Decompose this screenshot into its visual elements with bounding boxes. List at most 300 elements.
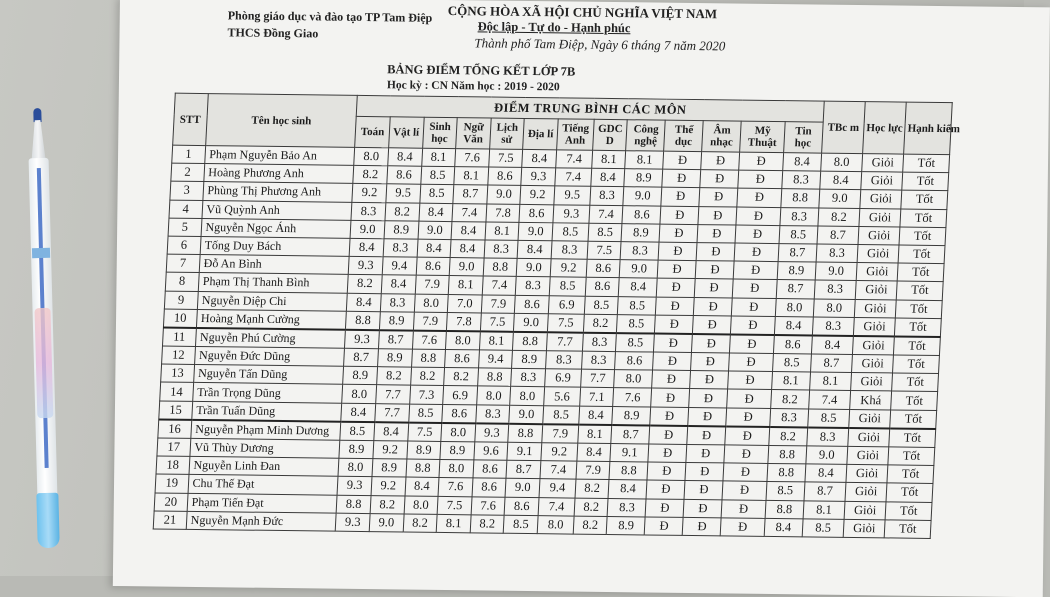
grade-cell: Tốt <box>891 391 938 410</box>
grade-cell: 8.8 <box>767 464 806 483</box>
grade-cell: 9.4 <box>478 350 513 369</box>
grade-cell: 8.1 <box>421 148 456 167</box>
grade-cell: 7.6 <box>412 330 447 349</box>
grade-cell: 8.3 <box>546 351 583 370</box>
grade-cell: 7.7 <box>375 403 410 422</box>
grade-cell: 8.7 <box>778 244 817 263</box>
report-date: Thành phố Tam Điệp, Ngày 6 tháng 7 năm 2020 <box>474 35 726 54</box>
grade-cell: Đ <box>657 278 696 297</box>
grade-cell: Tốt <box>901 190 948 209</box>
grade-cell: 9.5 <box>554 186 591 205</box>
grade-cell: 8.6 <box>387 166 422 185</box>
grade-cell: 8.1 <box>771 372 810 391</box>
grade-cell: 8.4 <box>608 480 647 499</box>
grade-cell: 8.9 <box>343 367 378 386</box>
grade-cell: Đ <box>698 206 737 225</box>
grade-cell: Giỏi <box>852 355 894 374</box>
header-stt: STT <box>173 93 208 145</box>
grade-cell: 8.3 <box>780 207 819 226</box>
student-name: Nguyễn Đức Dũng <box>194 347 345 367</box>
grade-cell: 9.3 <box>475 423 510 442</box>
student-name: Phùng Thị Phương Anh <box>202 182 353 202</box>
grade-cell: 8.4 <box>341 403 376 422</box>
grade-cell: 7.6 <box>455 149 490 168</box>
grade-cell: Giỏi <box>851 373 893 392</box>
student-number: 2 <box>171 163 204 182</box>
grade-cell: Đ <box>659 224 698 243</box>
grade-cell: 8.4 <box>820 171 862 190</box>
grade-cell: 8.3 <box>608 498 647 517</box>
grade-cell: Giỏi <box>853 317 895 336</box>
grade-cell: 8.3 <box>511 369 546 388</box>
grade-cell: 8.2 <box>573 516 608 535</box>
grade-cell: 7.4 <box>555 168 592 187</box>
header-conduct: Hạnh kiểm <box>904 102 952 155</box>
grade-cell: Đ <box>731 316 775 335</box>
grade-cell: 7.6 <box>613 388 652 407</box>
grade-cell: 7.5 <box>587 241 622 260</box>
grade-cell: 8.8 <box>781 189 820 208</box>
student-number: 18 <box>156 456 189 475</box>
grade-cell: 9.0 <box>449 258 484 277</box>
grade-cell: 7.0 <box>448 294 483 313</box>
grade-cell: 8.5 <box>779 225 818 244</box>
grade-cell: Giỏi <box>860 190 902 209</box>
header-subject: Tin học <box>783 122 823 153</box>
grade-cell: Đ <box>734 243 778 262</box>
grade-cell: Đ <box>696 243 735 262</box>
grade-cell: Đ <box>687 426 726 445</box>
grade-cell: 7.5 <box>480 313 515 332</box>
grade-cell: 9.2 <box>352 184 387 203</box>
grade-cell: 8.9 <box>384 221 419 240</box>
grade-cell: 8.5 <box>408 404 443 423</box>
student-number: 6 <box>167 236 200 255</box>
grade-cell: 7.8 <box>486 204 521 223</box>
grade-cell: Tốt <box>887 465 934 484</box>
grade-cell: 5.6 <box>544 387 581 406</box>
grade-cell: Đ <box>655 315 694 334</box>
grade-cell: Giỏi <box>843 519 885 538</box>
grade-cell: 7.7 <box>546 332 583 351</box>
grade-cell: 9.0 <box>509 405 544 424</box>
grade-cell: Tốt <box>896 300 943 319</box>
grade-cell: 7.8 <box>447 312 482 331</box>
grade-cell: Đ <box>648 444 687 463</box>
grade-cell: 8.8 <box>477 368 512 387</box>
grade-cell: Đ <box>661 188 700 207</box>
grade-cell: Giỏi <box>861 172 903 191</box>
grade-cell: 9.0 <box>819 189 861 208</box>
grade-cell: 8.4 <box>347 293 382 312</box>
grade-report-sheet <box>113 0 1050 597</box>
grade-cell: 9.0 <box>487 185 522 204</box>
grade-cell: 9.3 <box>553 204 590 223</box>
grade-cell: 9.3 <box>345 330 380 349</box>
grade-cell: 7.4 <box>540 461 577 480</box>
grade-cell: 9.2 <box>550 259 587 278</box>
grade-cell: 8.3 <box>351 202 386 221</box>
grade-cell: Khá <box>850 391 892 410</box>
student-name: Phạm Tiến Đạt <box>187 493 338 513</box>
grade-cell: 8.5 <box>618 296 657 315</box>
grade-cell: 8.2 <box>370 495 405 514</box>
grade-cell: Đ <box>692 334 731 353</box>
grade-cell: Đ <box>738 170 782 189</box>
grade-cell: 9.0 <box>806 446 848 465</box>
grade-cell: 8.4 <box>388 148 423 167</box>
grade-cell: 8.1 <box>803 500 845 519</box>
student-number: 12 <box>162 346 195 365</box>
grade-cell: 8.3 <box>484 240 519 259</box>
grade-cell: 8.1 <box>436 514 471 533</box>
grade-cell: 8.2 <box>403 514 438 533</box>
grade-cell: 8.8 <box>768 445 807 464</box>
grade-cell: 8.5 <box>772 354 811 373</box>
grade-cell: 8.4 <box>619 278 658 297</box>
grade-cell: 8.4 <box>349 238 384 257</box>
student-number: 13 <box>161 364 194 383</box>
grade-cell: Giỏi <box>862 154 904 173</box>
grade-cell: Giỏi <box>848 428 890 447</box>
grade-cell: 9.5 <box>386 184 421 203</box>
grade-cell: 8.8 <box>513 332 548 351</box>
grade-cell: 9.2 <box>541 443 578 462</box>
grade-cell: Tốt <box>899 227 946 246</box>
grade-cell: Đ <box>690 371 729 390</box>
student-name: Nguyễn Mạnh Đức <box>186 511 337 531</box>
grade-cell: 7.9 <box>576 461 611 480</box>
grade-cell: 9.4 <box>539 479 576 498</box>
grade-cell: 8.6 <box>416 257 451 276</box>
grade-cell: Đ <box>649 425 688 444</box>
header-subject: Tiếng Anh <box>557 119 594 150</box>
grade-cell: 9.1 <box>610 444 649 463</box>
grade-cell: 8.7 <box>817 226 859 245</box>
grade-cell: 8.7 <box>344 348 379 367</box>
grade-cell: Đ <box>651 388 690 407</box>
grade-cell: Đ <box>685 463 724 482</box>
grade-cell: Tốt <box>897 281 944 300</box>
grades-table <box>153 93 961 539</box>
student-number: 21 <box>153 511 186 530</box>
student-number: 9 <box>164 291 197 310</box>
grade-cell: 8.9 <box>621 223 660 242</box>
grade-cell: 8.0 <box>813 299 855 318</box>
grade-cell: Đ <box>696 261 735 280</box>
grade-cell: Đ <box>727 389 771 408</box>
grade-cell: 8.8 <box>346 311 381 330</box>
grade-cell: 8.3 <box>814 280 856 299</box>
report-term: Học kỳ : CN Năm học : 2019 - 2020 <box>386 79 560 94</box>
grade-cell: 8.6 <box>585 278 620 297</box>
grade-cell: 8.0 <box>404 496 439 515</box>
grade-cell: 8.3 <box>380 293 415 312</box>
grade-cell: 7.6 <box>438 478 473 497</box>
grade-cell: 7.9 <box>481 294 516 313</box>
grade-cell: Đ <box>726 408 770 427</box>
grade-cell: 8.2 <box>348 275 383 294</box>
grade-cell: 8.2 <box>574 498 609 517</box>
grade-cell: Đ <box>684 481 723 500</box>
grade-cell: Đ <box>728 371 772 390</box>
grade-cell: Tốt <box>888 447 935 466</box>
grade-cell: Tốt <box>889 428 936 447</box>
grade-cell: 8.0 <box>446 331 481 350</box>
grade-cell: Tốt <box>902 172 949 191</box>
grade-cell: 8.5 <box>552 223 589 242</box>
grade-cell: 8.4 <box>577 443 612 462</box>
grade-cell: 6.9 <box>443 386 478 405</box>
grade-cell: 7.7 <box>376 385 411 404</box>
grade-cell: 7.4 <box>556 150 593 169</box>
grade-cell: 7.9 <box>413 312 448 331</box>
grade-cell: 8.1 <box>448 276 483 295</box>
grade-cell: 8.4 <box>405 477 440 496</box>
grade-cell: 9.3 <box>335 513 370 532</box>
grade-cell: 8.4 <box>381 275 416 294</box>
grade-cell: 8.7 <box>776 280 815 299</box>
grade-cell: Đ <box>723 463 767 482</box>
grade-cell: 8.2 <box>410 367 445 386</box>
grade-cell: Tốt <box>900 209 947 228</box>
grade-cell: 8.1 <box>485 222 520 241</box>
grade-cell: 8.9 <box>777 262 816 281</box>
header-subject: Ngữ Văn <box>456 118 491 149</box>
student-number: 4 <box>169 200 202 219</box>
grade-cell: 8.0 <box>614 370 653 389</box>
grade-cell: 8.2 <box>770 390 809 409</box>
grade-cell: 8.4 <box>805 464 847 483</box>
grade-cell: 8.4 <box>450 240 485 259</box>
grade-cell: 8.8 <box>406 459 441 478</box>
grade-cell: 8.4 <box>451 221 486 240</box>
grade-cell: 9.0 <box>517 259 552 278</box>
grade-cell: 7.6 <box>471 496 506 515</box>
grade-cell: 9.2 <box>371 477 406 496</box>
grade-cell: 7.5 <box>547 313 584 332</box>
grade-cell: Đ <box>694 297 733 316</box>
grade-cell: Đ <box>688 407 727 426</box>
grade-cell: Đ <box>646 499 685 518</box>
student-name: Vũ Thùy Dương <box>189 438 340 458</box>
grade-cell: 8.3 <box>816 244 858 263</box>
grade-cell: 8.5 <box>420 166 455 185</box>
grade-cell: Đ <box>683 517 722 536</box>
student-number: 15 <box>159 401 192 420</box>
grade-cell: 8.3 <box>551 241 588 260</box>
grade-cell: Đ <box>652 370 691 389</box>
grade-cell: 9.2 <box>373 441 408 460</box>
grade-cell: 7.5 <box>437 496 472 515</box>
grade-cell: 6.9 <box>548 295 585 314</box>
student-number: 16 <box>158 419 191 438</box>
school-name: THCS Đồng Giao <box>227 25 319 41</box>
student-name: Nguyễn Linh Đan <box>189 457 340 477</box>
grade-cell: 8.8 <box>336 495 371 514</box>
grade-cell: 8.5 <box>549 277 586 296</box>
grade-cell: Đ <box>691 353 730 372</box>
grade-cell: 9.2 <box>520 186 555 205</box>
grade-cell: 8.7 <box>611 425 650 444</box>
grade-cell: 8.0 <box>439 460 474 479</box>
grade-cell: Tốt <box>893 355 940 374</box>
grade-cell: 8.2 <box>583 314 618 333</box>
grade-cell: Đ <box>733 279 777 298</box>
grade-cell: Tốt <box>884 520 931 539</box>
grade-cell: Đ <box>693 315 732 334</box>
grade-cell: Đ <box>654 333 693 352</box>
grade-cell: 9.0 <box>514 313 549 332</box>
grade-cell: Đ <box>721 499 765 518</box>
grade-cell: 9.0 <box>623 187 662 206</box>
student-name: Tống Duy Bách <box>200 236 351 256</box>
grade-cell: 7.4 <box>809 390 851 409</box>
grade-cell: 8.0 <box>414 294 449 313</box>
grade-cell: 8.0 <box>476 386 511 405</box>
department-name: Phòng giáo dục và đào tạo TP Tam Điệp <box>227 8 433 25</box>
header-subject: Sinh học <box>422 117 457 148</box>
student-name: Nguyễn Diệp Chi <box>197 291 348 311</box>
grade-cell: 8.4 <box>764 518 803 537</box>
grade-cell: Đ <box>650 407 689 426</box>
grade-cell: 8.3 <box>581 351 616 370</box>
grade-cell: 9.0 <box>418 221 453 240</box>
student-number: 1 <box>172 145 205 164</box>
grade-cell: 7.4 <box>538 497 575 516</box>
grade-cell: 9.1 <box>507 442 542 461</box>
grade-cell: Đ <box>700 170 739 189</box>
grade-cell: Đ <box>736 207 780 226</box>
grade-cell: 8.9 <box>372 459 407 478</box>
grade-cell: 8.8 <box>483 258 518 277</box>
grade-cell: Giỏi <box>854 299 896 318</box>
student-number: 7 <box>166 254 199 273</box>
header-subject: Âm nhạc <box>702 121 742 152</box>
grade-cell: 8.4 <box>579 406 614 425</box>
student-number: 10 <box>163 309 196 328</box>
grade-cell: 8.8 <box>411 349 446 368</box>
grade-cell: 8.5 <box>543 405 580 424</box>
grade-cell: 8.2 <box>769 427 808 446</box>
grade-cell: 8.4 <box>774 316 813 335</box>
grade-cell: Đ <box>686 444 725 463</box>
grade-cell: 8.3 <box>582 333 617 352</box>
grade-cell: 8.7 <box>804 482 846 501</box>
grade-cell: 8.1 <box>592 150 627 169</box>
header-student-name: Tên học sinh <box>205 94 357 148</box>
grade-cell: Đ <box>735 225 779 244</box>
grade-cell: 8.4 <box>374 422 409 441</box>
grade-cell: 7.9 <box>415 275 450 294</box>
grade-cell: Giỏi <box>852 336 894 355</box>
grade-cell: 8.4 <box>418 203 453 222</box>
grade-cell: 9.0 <box>369 513 404 532</box>
grade-cell: 8.2 <box>385 202 420 221</box>
grade-cell: 8.0 <box>537 515 574 534</box>
grade-cell: 8.4 <box>782 153 821 172</box>
grade-cell: 8.6 <box>515 295 550 314</box>
student-number: 14 <box>160 382 193 401</box>
grade-cell: Đ <box>660 206 699 225</box>
grade-cell: 8.9 <box>624 169 663 188</box>
grade-cell: 9.4 <box>382 257 417 276</box>
student-name: Phạm Thị Thanh Bình <box>198 273 349 293</box>
student-name: Nguyễn Phạm Minh Dương <box>190 420 341 441</box>
grade-cell: 8.2 <box>470 515 505 534</box>
grade-cell: Đ <box>737 188 781 207</box>
header-subject: Lịch sử <box>489 118 524 149</box>
grade-cell: 8.8 <box>609 462 648 481</box>
grade-cell: 8.6 <box>442 404 477 423</box>
grade-cell: Giỏi <box>846 465 888 484</box>
student-number: 3 <box>170 182 203 201</box>
student-name: Nguyễn Phú Cường <box>195 328 346 349</box>
grade-cell: Đ <box>647 462 686 481</box>
grade-cell: 8.9 <box>339 440 374 459</box>
grade-cell: Đ <box>656 297 695 316</box>
grade-cell: Tốt <box>886 483 933 502</box>
header-subject: Vật lí <box>389 117 424 148</box>
grade-cell: 8.0 <box>821 153 863 172</box>
grade-cell: Đ <box>739 152 783 171</box>
grade-cell: 8.7 <box>378 330 413 349</box>
grade-cell: Đ <box>697 224 736 243</box>
grade-cell: 8.0 <box>775 298 814 317</box>
grade-cell: Giỏi <box>859 208 901 227</box>
grade-cell: Đ <box>729 353 773 372</box>
grade-cell: 8.7 <box>453 185 488 204</box>
grade-cell: Giỏi <box>849 409 891 428</box>
grade-cell: Giỏi <box>858 226 900 245</box>
grade-cell: 7.3 <box>409 386 444 405</box>
student-name: Hoàng Mạnh Cường <box>196 309 347 330</box>
grade-cell: 8.2 <box>377 367 412 386</box>
grade-cell: 8.0 <box>338 458 373 477</box>
grade-cell: 8.3 <box>383 239 418 258</box>
grade-cell: 8.8 <box>765 500 804 519</box>
grade-cell: 6.9 <box>545 369 582 388</box>
grade-cell: 8.5 <box>419 185 454 204</box>
grade-cell: 8.3 <box>621 242 660 261</box>
grade-cell: 8.1 <box>809 372 851 391</box>
grade-cell: Đ <box>730 334 774 353</box>
grade-cell: 8.6 <box>505 497 540 516</box>
student-name: Đỗ An Bình <box>199 255 350 275</box>
grade-cell: 8.0 <box>510 387 545 406</box>
grade-cell: 8.6 <box>586 259 621 278</box>
grade-cell: 8.5 <box>340 422 375 441</box>
grade-cell: 9.6 <box>474 442 509 461</box>
grade-cell: 8.4 <box>811 335 853 354</box>
grade-cell: 8.5 <box>588 223 623 242</box>
grade-cell: 8.6 <box>445 350 480 369</box>
grade-cell: 8.9 <box>377 349 412 368</box>
grade-cell: 7.1 <box>580 388 615 407</box>
student-name: Vũ Quỳnh Anh <box>202 200 353 220</box>
student-number: 11 <box>162 327 195 346</box>
grade-cell: 8.0 <box>342 385 377 404</box>
student-name: Nguyễn Tấn Dũng <box>193 365 344 385</box>
grade-cell: 7.4 <box>482 276 517 295</box>
grade-cell: 9.0 <box>620 260 659 279</box>
grade-cell: 9.3 <box>337 477 372 496</box>
grade-cell: 8.5 <box>584 296 619 315</box>
grade-cell: 8.2 <box>444 368 479 387</box>
grade-cell: Giỏi <box>857 244 899 263</box>
grade-cell: 8.3 <box>807 427 849 446</box>
student-name: Phạm Nguyễn Bảo An <box>204 146 355 166</box>
